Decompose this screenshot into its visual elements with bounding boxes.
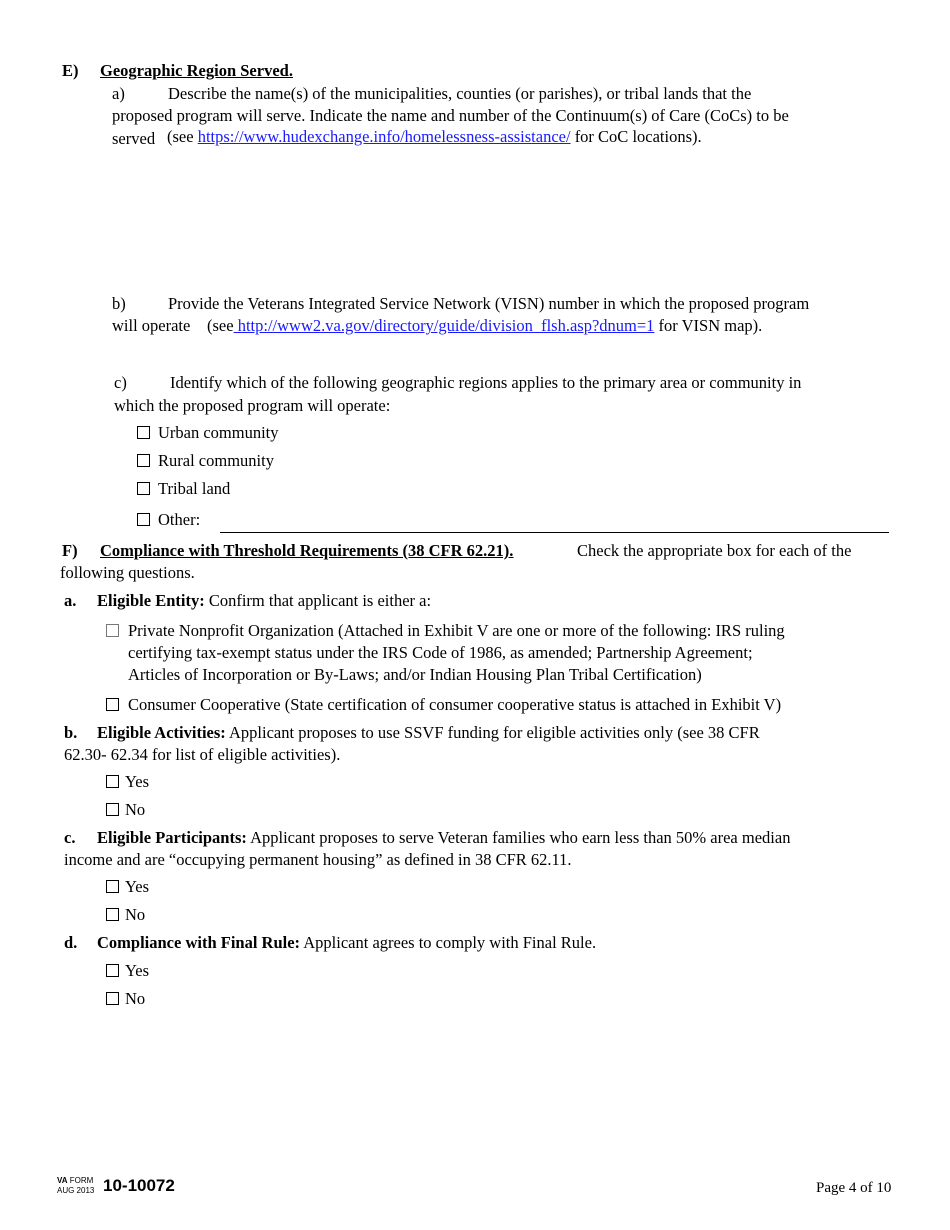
f-d-label: d. <box>64 933 78 952</box>
checkbox-rural[interactable] <box>137 454 150 467</box>
f-a-heading: Eligible Entity: <box>97 591 205 610</box>
f-d-line <box>97 932 596 954</box>
f-b-no-label: No <box>125 800 146 819</box>
checkbox-private-nonprofit[interactable] <box>106 624 119 637</box>
e-b-see: (see <box>207 316 234 335</box>
option-consumer-cooperative[interactable] <box>106 694 119 716</box>
f-d-option-no[interactable] <box>106 988 145 1010</box>
f-c-text1: Applicant proposes to serve Veteran families who earn less than 50% area median <box>250 828 791 847</box>
option-rural-community[interactable] <box>137 450 274 472</box>
e-a-coc-locations: for CoC locations). <box>574 127 702 146</box>
page-number: Page 4 of 10 <box>816 1180 892 1196</box>
option-tribal-label: Tribal land <box>158 479 231 498</box>
f-b-line1 <box>97 722 760 744</box>
section-f-intro-line2: following questions. <box>60 563 195 582</box>
f-b-option-no[interactable] <box>106 799 145 821</box>
other-fill-line[interactable] <box>220 532 889 533</box>
footer-va-form <box>57 1176 93 1185</box>
f-d-option-yes[interactable] <box>106 960 149 982</box>
footer-date: AUG 2013 <box>57 1186 95 1195</box>
f-c-line1 <box>97 827 790 849</box>
checkbox-b-no[interactable] <box>106 803 119 816</box>
f-c-text2: income and are “occupying permanent housing” as defined in 38 CFR 62.11. <box>64 850 572 869</box>
e-b-visn-map: for VISN map). <box>658 316 763 335</box>
f-c-no-label: No <box>125 905 146 924</box>
e-a-text-line3 <box>167 126 702 148</box>
f-b-option-yes[interactable] <box>106 771 149 793</box>
option-private-nonprofit[interactable] <box>106 620 119 642</box>
e-a-label: a) <box>112 84 125 103</box>
e-c-label: c) <box>114 373 127 392</box>
f-c-option-yes[interactable] <box>106 876 149 898</box>
checkbox-c-no[interactable] <box>106 908 119 921</box>
f-c-heading: Eligible Participants: <box>97 828 247 847</box>
e-a-text-line3a: served <box>112 129 156 148</box>
section-e-title: Geographic Region Served. <box>100 61 293 80</box>
f-d-text: Applicant agrees to comply with Final Rule. <box>303 933 597 952</box>
option-urban-label: Urban community <box>158 423 279 442</box>
checkbox-tribal[interactable] <box>137 482 150 495</box>
f-b-text2: 62.30- 62.34 for list of eligible activities). <box>64 745 341 764</box>
section-f-intro-line1: Check the appropriate box for each of the <box>577 541 852 560</box>
option-other[interactable] <box>137 509 200 531</box>
f-a-option1-line2: certifying tax-exempt status under the IRS Code of 1986, as amended; Partnership Agreement; <box>128 643 753 662</box>
f-c-label: c. <box>64 828 76 847</box>
f-b-heading: Eligible Activities: <box>97 723 226 742</box>
e-b-text-line1: Provide the Veterans Integrated Service Network (VISN) number in which the proposed program <box>168 294 810 313</box>
option-tribal-land[interactable] <box>137 478 230 500</box>
f-d-no-label: No <box>125 989 146 1008</box>
f-b-yes-label: Yes <box>125 772 150 791</box>
f-a-label: a. <box>64 591 77 610</box>
option-urban-community[interactable] <box>137 422 279 444</box>
e-c-text-line1: Identify which of the following geographic regions applies to the primary area or community in <box>170 373 802 392</box>
hud-exchange-link[interactable]: https://www.hudexchange.info/homelessness-assistance/ <box>197 127 571 146</box>
e-b-text-line2 <box>207 315 762 337</box>
f-a-option1-line3: Articles of Incorporation or By-Laws; and/or Indian Housing Plan Tribal Certification) <box>128 665 702 684</box>
f-c-yes-label: Yes <box>125 877 150 896</box>
checkbox-d-no[interactable] <box>106 992 119 1005</box>
e-a-see: (see <box>167 127 194 146</box>
checkbox-b-yes[interactable] <box>106 775 119 788</box>
f-d-heading: Compliance with Final Rule: <box>97 933 301 952</box>
option-rural-label: Rural community <box>158 451 274 470</box>
f-a-option1-line1: Private Nonprofit Organization (Attached in Exhibit V are one or more of the following: IRS ruling <box>128 621 785 640</box>
option-other-label: Other: <box>158 510 201 529</box>
f-a-option2: Consumer Cooperative (State certification of consumer cooperative status is attached in Exhibit V) <box>128 695 782 714</box>
f-a-text: Confirm that applicant is either a: <box>208 591 432 610</box>
e-a-text-line2: proposed program will serve. Indicate the name and number of the Continuum(s) of Care (CoCs) to be <box>112 106 789 125</box>
checkbox-consumer-cooperative[interactable] <box>106 698 119 711</box>
section-f-letter: F) <box>62 541 78 560</box>
checkbox-c-yes[interactable] <box>106 880 119 893</box>
footer-form-number: 10-10072 <box>103 1176 175 1195</box>
e-a-text-line1: Describe the name(s) of the municipalities, counties (or parishes), or tribal lands that the <box>168 84 752 103</box>
footer-form-word: FORM <box>69 1176 94 1185</box>
e-b-label: b) <box>112 294 126 313</box>
f-d-yes-label: Yes <box>125 961 150 980</box>
e-c-text-line2: which the proposed program will operate: <box>114 396 391 415</box>
footer-va: VA <box>57 1176 68 1185</box>
f-b-text1: Applicant proposes to use SSVF funding for eligible activities only (see 38 CFR <box>229 723 760 742</box>
e-b-text-line2a: will operate <box>112 316 191 335</box>
visn-map-link[interactable]: http://www2.va.gov/directory/guide/division_flsh.asp?dnum=1 <box>233 316 655 335</box>
f-a-line <box>97 590 431 612</box>
section-e-letter: E) <box>62 61 79 80</box>
checkbox-d-yes[interactable] <box>106 964 119 977</box>
f-b-label: b. <box>64 723 78 742</box>
section-f-title: Compliance with Threshold Requirements (38 CFR 62.21). <box>100 541 514 560</box>
checkbox-urban[interactable] <box>137 426 150 439</box>
f-c-option-no[interactable] <box>106 904 145 926</box>
checkbox-other[interactable] <box>137 513 150 526</box>
